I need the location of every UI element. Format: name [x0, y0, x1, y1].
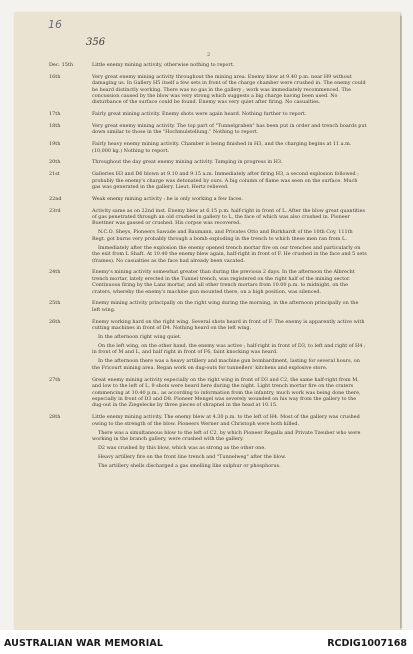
- entry-text: The artillery shells discharged a gas smelling like sulphur or phosphorus.: [98, 462, 281, 469]
- entry-text: Heavy artillery fire on the front line trench and "Tunnelweg" after the blow.: [98, 453, 287, 460]
- diary-entry: [49, 414, 367, 469]
- diary-entry: [49, 111, 367, 117]
- diary-entry: [49, 123, 367, 136]
- entry-text: Immediately after the explosion the enemy opened trench mortar fire on our trenches and particularly on the exit from L Shaft. At 10.40 the enemy blew again, half-right in front of F. He crushed in the face and 5 sets (frames). No casualties as the face had already been vacated.: [92, 244, 367, 264]
- entry-text: In the afternoon there was a heavy artillery and machine gun bombardment, lasting for several hours, on the Fricourt mining area. Began work on dug-outs for tunnellers' kitchens and explosive store.: [92, 358, 360, 371]
- entry-text: On the left wing, on the other hand, the enemy was active ; half-right in front of D3, to left and right of H4 ; in front of M and L, and half right in front of F6, faint knocking was heard.: [92, 343, 366, 356]
- record-id: RCDIG1007168: [327, 638, 407, 649]
- entry-text: There was a simultaneous blow to the left of C2, by which Pioneer Regalla and Private Tzeuber who were working in the branch gallery, were crushed with the gallery.: [92, 429, 361, 442]
- entry-date: 24th: [49, 269, 61, 276]
- entry-date: 23rd: [49, 207, 61, 214]
- handwritten-annotation: 16: [48, 18, 62, 31]
- entry-date: 26th: [49, 318, 61, 325]
- entry-text: Weak enemy mining activity : he is only working a few faces.: [92, 195, 243, 202]
- entry-text: Enemy mining activity principally on the right wing during the morning, in the afternoon principally on the left wing.: [92, 300, 359, 313]
- entry-text: In the afternoon right wing quiet.: [98, 334, 182, 341]
- entry-text: Galleries H3 and D6 blown at 9.10 and 9.15 a.m. Immediately after firing H3, a second explosion followed ; probably the enemy's charge was detonated by ours. A big column of flame was seen on the surface. Much gas was generated in the gallery. Lieut. Hertz relieved.: [92, 171, 359, 191]
- entry-text: Little enemy mining activity. The enemy blew at 4.30 p.m. to the left of H4. Most of the gallery was crushed owing to the strength of the blow. Pioneers Werner and Christoph were both killed.: [92, 414, 360, 427]
- entry-date: 20th: [49, 159, 61, 166]
- diary-entry: [49, 171, 367, 190]
- entry-text: Throughout the day great enemy mining activity. Tamping in progress in H3.: [92, 159, 283, 166]
- diary-entry: [49, 377, 367, 409]
- entry-text: Fairly great mining activity. Enemy shots were again heard. Nothing further to report.: [92, 111, 307, 118]
- page-marker: 2: [207, 52, 211, 58]
- archive-footer: [0, 630, 413, 654]
- entry-date: 25th: [49, 300, 61, 307]
- entry-date: 28th: [49, 414, 61, 421]
- entry-date: 22nd: [49, 195, 62, 202]
- entry-date: 16th: [49, 73, 61, 80]
- diary-entry: [49, 208, 367, 264]
- diary-entry: [49, 159, 367, 165]
- war-diary-body: [49, 62, 367, 475]
- entry-text: Fairly heavy enemy mining activity. Chamber is being finished in H3, and the charging begins at 11 a.m. (10,000 kg.) Nothing to report.: [92, 141, 352, 154]
- entry-text: Very great enemy mining activity throughout the mining area. Enemy blow at 9.40 p.m. near H9 without damaging us. In Gallery H5 itself a few sets in front of the charge chamber were crushed in. The enemy could be heard distinctly working. There was no gas in the gallery ; work was immediately recommenced. The concussion caused by the blow was very strong which suggests a big charge having been used. No disturbance of the surface could be found. Enemy was very quiet after firing. No casualties.: [92, 73, 366, 106]
- diary-entry: [49, 196, 367, 202]
- entry-date: 27th: [49, 376, 61, 383]
- diary-entry: [49, 319, 367, 372]
- entry-date: 21st: [49, 171, 60, 178]
- entry-text: N.C.O. Sheys, Pioneers Sawade and Baumann, and Privates Otto and Burkhardt of the 10th Coy, 111th Regt. got burns very probably through a bomb exploding in the trench to which these men ran from L.: [92, 229, 353, 242]
- diary-entry: [49, 300, 367, 313]
- entry-text: Very great enemy mining activity. The top part of "Tunnelgraben" has been put in order and trench boards put down similar to those in the "Hochmulstellung." Nothing to report.: [92, 123, 367, 136]
- entry-text: Little enemy mining activity, otherwise nothing to report.: [92, 62, 235, 68]
- diary-entry: [49, 141, 367, 154]
- entry-date: Dec. 15th: [49, 62, 74, 68]
- entry-text: Enemy's mining activity somewhat greater than during the previous 2 days. In the afternoon the Albrecht trench mortar, lately erected in the Tunnel trench, was registered on the right half of the mining sector. Continuous firing by the Lanz mortar, and all other trench mortars from 10.00 p.m. to midnight, on the craters, whereby the enemy's machine gun mounted there, on a high position, was silenced.: [92, 269, 355, 295]
- entry-date: 17th: [49, 111, 61, 118]
- page-number: 356: [86, 37, 106, 48]
- diary-entry: [49, 74, 367, 106]
- entry-text: Great enemy mining activity especially on the right wing in front of D3 and C2, the same half-right from M, and low to the left of L, 9 shots were heard here during the night. Light trench mortar fire on the craters commencing at 10.40 p.m., as according to information from the infantry, much work was being done there, especially in front of D3 and D8. Pioneer Mengel was severely wounded on his way from the gallery to the dug-out in the Ziegelecke by three pieces of shrapnel in the head at 10.15.: [92, 376, 361, 409]
- entry-text: Enemy working hard on the right wing. Several shots heard in front of F. The enemy is apparently active with cutting machines in front of D4. Nothing heard on the left wing.: [92, 318, 365, 332]
- entry-text: Activity same as on 22nd inst. Enemy blew at 6.15 p.m. half-right in front of L. After the blow great quantities of gas penetrated through an old crushed in gallery to L, the face of which was also crushed in. Pioneer Buettner was gassed or crushed. His corpse was recovered.: [92, 207, 365, 227]
- entry-text: D2 was crushed by this blow, which was as strong as the other one.: [98, 444, 266, 451]
- entry-date: 19th: [49, 141, 61, 148]
- diary-entry: [49, 62, 367, 68]
- archive-name: AUSTRALIAN WAR MEMORIAL: [4, 638, 164, 649]
- entry-date: 18th: [49, 123, 61, 130]
- diary-entry: [49, 269, 367, 295]
